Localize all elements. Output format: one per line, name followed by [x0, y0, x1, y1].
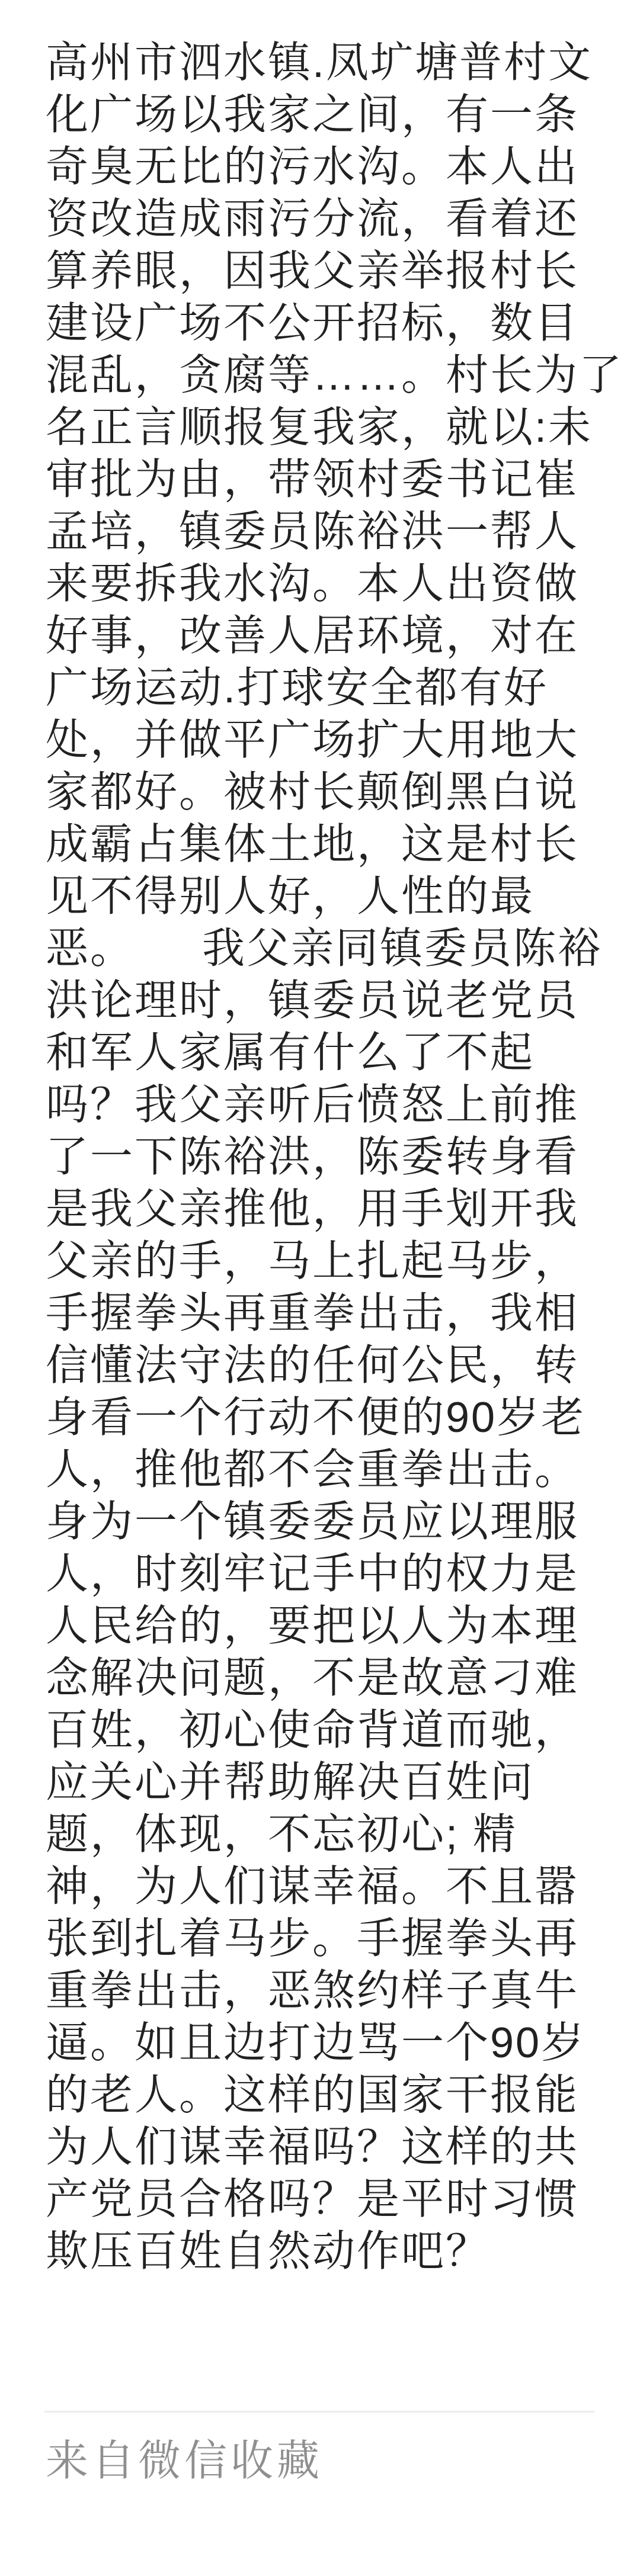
- note-text-line: 的老人。这样的国家干报能: [46, 2071, 580, 2119]
- note-text-line: 欺压百姓自然动作吧？: [46, 2228, 491, 2275]
- note-text-line: 张到扎着马步。手握拳头再: [46, 1915, 580, 1962]
- note-text-line: 重拳出击，恶煞约样子真牛: [46, 1967, 580, 2015]
- note-text-line: 见不得别人好，人性的最: [46, 873, 535, 920]
- note-text-line: 家都好。被村长颠倒黑白说: [46, 769, 580, 816]
- note-text-content: [46, 37, 640, 2278]
- note-text-line: 吗？我父亲听后愤怒上前推: [46, 1081, 580, 1129]
- note-text-line: 广场运动.打球安全都有好: [46, 664, 549, 712]
- note-text-line: 逼。如且边打边骂一个90岁: [46, 2019, 586, 2067]
- note-text-line: 来要拆我水沟。本人出资做: [46, 560, 580, 608]
- note-text-line: 成霸占集体土地，这是村长: [46, 821, 580, 868]
- footer-source-label: 来自微信收藏: [46, 2437, 324, 2485]
- note-text-line: 洪论理时，镇委员说老党员: [46, 977, 580, 1024]
- note-text-line: 人，时刻牢记手中的权力是: [46, 1550, 580, 1598]
- note-text-line: 算养眼，因我父亲举报村长: [46, 248, 580, 295]
- note-text-line: 名正言顺报复我家，就以:未: [46, 404, 593, 451]
- note-text-line: 百姓，初心使命背道而驰，: [46, 1707, 580, 1754]
- note-text-line: 身看一个行动不便的90岁老: [46, 1394, 586, 1441]
- note-text-line: 建设广场不公开招标，数目: [46, 300, 580, 347]
- note-text-line: 人民给的，要把以人为本理: [46, 1602, 580, 1650]
- note-text-line: 神，为人们谋幸福。不且嚣: [46, 1863, 580, 1910]
- note-text-line: 题，体现，不忘初心; 精: [46, 1811, 518, 1858]
- note-text-line: 念解决问题，不是故意刁难: [46, 1655, 580, 1702]
- note-text-line: 处，并做平广场扩大用地大: [46, 717, 580, 764]
- note-text-line: 和军人家属有什么了不起: [46, 1029, 535, 1077]
- note-text-line: 了一下陈裕洪，陈委转身看: [46, 1133, 580, 1181]
- note-text-line: 人，推他都不会重拳出击。: [46, 1446, 580, 1493]
- note-text-line: 审批为由，带领村委书记崔: [46, 456, 580, 503]
- note-text-line: 为人们谋幸福吗？这样的共: [46, 2124, 580, 2171]
- note-text-line: 是我父亲推他，用手划开我: [46, 1186, 580, 1233]
- note-text-line: 奇臭无比的污水沟。本人出: [46, 143, 580, 191]
- note-text-line: 产党员合格吗？是平时习惯: [46, 2176, 580, 2223]
- note-text-line: 信懂法守法的任何公民，转: [46, 1342, 580, 1389]
- note-text-line: 化广场以我家之间，有一条: [46, 91, 580, 139]
- note-text-line: 混乱，贪腐等……。村长为了: [46, 352, 624, 399]
- footer-divider: [44, 2411, 594, 2413]
- note-text-line: 资改造成雨污分流，看着还: [46, 195, 580, 243]
- note-text-line: 应关心并帮助解决百姓问: [46, 1759, 535, 1806]
- note-text-line: 手握拳头再重拳出击，我相: [46, 1290, 580, 1337]
- note-text-line: 高州市泗水镇.凤圹塘普村文: [46, 39, 593, 86]
- note-text-line: 父亲的手，马上扎起马步，: [46, 1238, 580, 1285]
- note-text-line: 恶。 我父亲同镇委员陈裕: [46, 925, 603, 972]
- note-text-line: 身为一个镇委委员应以理服: [46, 1498, 580, 1546]
- note-text-line: 孟培，镇委员陈裕洪一帮人: [46, 508, 580, 555]
- note-text-line: 好事，改善人居环境，对在: [46, 612, 580, 660]
